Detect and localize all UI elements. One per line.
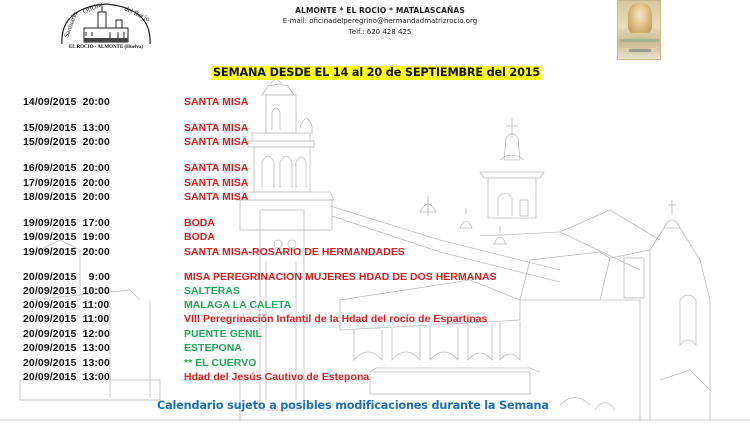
schedule-row <box>0 313 750 326</box>
schedule-row <box>0 136 750 149</box>
schedule-row <box>0 285 750 298</box>
phone-text: Telf.: 620 428 425 <box>348 28 412 36</box>
row-event: SANTA MISA <box>184 178 249 189</box>
row-datetime: 20/09/2015 11:00 <box>23 300 110 311</box>
schedule-row <box>0 271 750 284</box>
row-event: SANTA MISA <box>184 192 249 203</box>
locations-text: ALMONTE * EL ROCIO * MATALASCAÑAS <box>295 6 465 15</box>
schedule-row <box>0 177 750 190</box>
schedule-row <box>0 217 750 230</box>
row-datetime: 20/09/2015 12:00 <box>23 329 110 340</box>
row-datetime: 18/09/2015 20:00 <box>23 192 110 203</box>
row-datetime: 19/09/2015 17:00 <box>23 218 110 229</box>
row-event: BODA <box>184 232 215 243</box>
row-datetime: 20/09/2015 10:00 <box>23 286 110 297</box>
row-datetime: 16/09/2015 20:00 <box>23 163 110 174</box>
schedule-row <box>0 299 750 312</box>
schedule-row <box>0 191 750 204</box>
schedule-row <box>0 122 750 135</box>
schedule-row <box>0 357 750 370</box>
schedule-row <box>0 342 750 355</box>
row-datetime: 19/09/2015 20:00 <box>23 247 110 258</box>
schedule-row <box>0 162 750 175</box>
row-datetime: 20/09/2015 11:00 <box>23 314 110 325</box>
row-datetime: 20/09/2015 9:00 <box>23 272 111 283</box>
svg-text:Oficina: Oficina <box>81 0 104 16</box>
row-event: SANTA MISA <box>184 137 249 148</box>
email-text[interactable]: E-mail: oficinadelperegrino@hermandadmatrizrocio.org <box>282 17 478 25</box>
week-title: SEMANA DESDE EL 14 al 20 de SEPTIEMBRE del 2015 <box>213 66 541 79</box>
row-event: SALTERAS <box>184 286 241 297</box>
schedule-row <box>0 371 750 384</box>
row-event: SANTA MISA <box>184 123 249 134</box>
row-datetime: 20/09/2015 13:00 <box>23 358 110 369</box>
row-event: PUENTE GENIL <box>184 329 262 340</box>
svg-text:Santuario: Santuario <box>62 10 80 39</box>
schedule-row <box>0 231 750 244</box>
row-datetime: 20/09/2015 13:00 <box>23 343 110 354</box>
row-datetime: 17/09/2015 20:00 <box>23 178 110 189</box>
row-event: VIII Peregrinación Infantil de la Hdad del rocío de Espartinas <box>184 314 488 325</box>
row-event: MISA PEREGRINACION MUJERES HDAD DE DOS HERMANAS <box>184 272 497 283</box>
row-datetime: 20/09/2015 13:00 <box>23 372 110 383</box>
disclaimer-note: Calendario sujeto a posibles modificaciones durante la Semana <box>157 399 549 412</box>
schedule-row <box>0 246 750 259</box>
row-event: SANTA MISA-ROSARIO DE HERMANDADES <box>184 247 405 258</box>
logo-caption: EL ROCIO - ALMONTE (Huelva) <box>68 45 144 50</box>
row-event: ** EL CUERVO <box>184 358 257 369</box>
schedule-row <box>0 96 750 109</box>
row-event: MALAGA LA CALETA <box>184 300 292 311</box>
row-datetime: 15/09/2015 13:00 <box>23 123 110 134</box>
row-event: BODA <box>184 218 215 229</box>
row-event: ESTEPONA <box>184 343 242 354</box>
row-datetime: 19/09/2015 19:00 <box>23 232 110 243</box>
row-event: SANTA MISA <box>184 163 249 174</box>
row-event: Hdad del Jesús Cautivo de Estepona <box>184 372 370 383</box>
row-datetime: 15/09/2015 20:00 <box>23 137 110 148</box>
row-datetime: 14/09/2015 20:00 <box>23 97 110 108</box>
row-event: SANTA MISA <box>184 97 249 108</box>
schedule-row <box>0 328 750 341</box>
svg-text:del Rocío: del Rocío <box>123 4 152 24</box>
